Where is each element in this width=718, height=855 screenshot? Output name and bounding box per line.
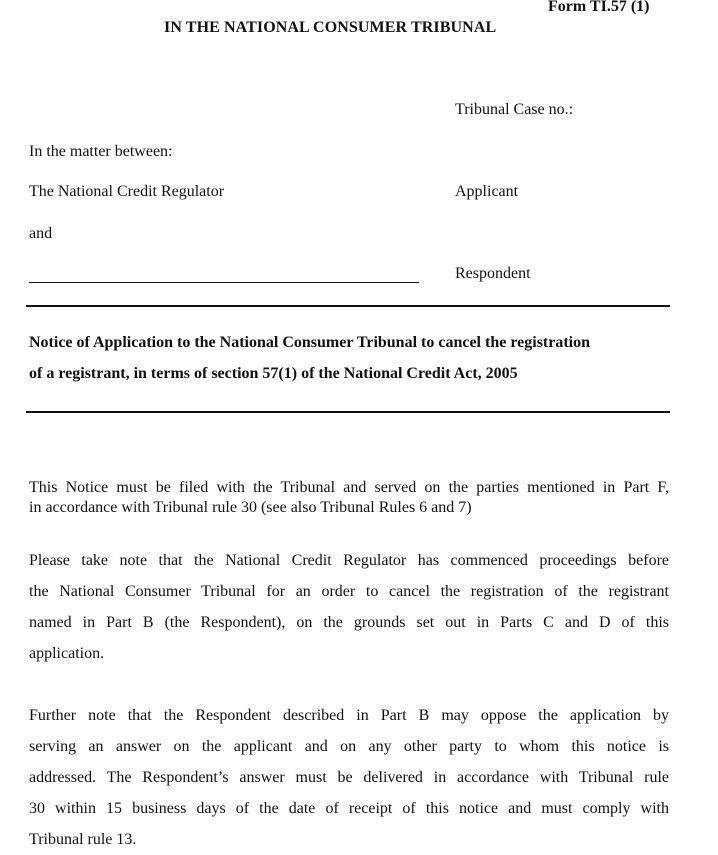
opposition-paragraph — [29, 700, 669, 855]
paragraph-line: Please take note that the National Credit Regulator has commenced proceedings before — [29, 552, 669, 569]
paragraph-line: application. — [29, 645, 105, 662]
paragraph-line: in accordance with Tribunal rule 30 (see also Tribunal Rules 6 and 7) — [29, 499, 472, 516]
paragraph-line: Tribunal rule 13. — [29, 831, 137, 848]
notice-heading-line: Notice of Application to the National Consumer Tribunal to cancel the registration — [29, 334, 591, 351]
heading-bottom-divider — [26, 411, 670, 413]
case-number-label: Tribunal Case no.: — [455, 101, 574, 118]
paragraph-line: Further note that the Respondent described in Part B may oppose the application by — [29, 707, 669, 724]
matter-between-label: In the matter between: — [29, 143, 173, 160]
notice-heading-line: of a registrant, in terms of section 57(1) of the National Credit Act, 2005 — [29, 365, 518, 382]
paragraph-line: This Notice must be filed with the Tribunal and served on the parties mentioned in Part F, — [29, 479, 669, 496]
filing-instruction-paragraph — [29, 478, 669, 518]
and-connector: and — [29, 225, 53, 242]
respondent-name-blank-line — [29, 282, 419, 283]
form-number: Form TI.57 (1) — [548, 0, 650, 15]
paragraph-line: serving an answer on the applicant and on any other party to whom this notice is — [29, 738, 669, 755]
paragraph-line: named in Part B (the Respondent), on the grounds set out in Parts C and D of this — [29, 614, 669, 631]
paragraph-line: addressed. The Respondent’s answer must be delivered in accordance with Tribunal rule — [29, 769, 669, 786]
applicant-role-label: Applicant — [455, 183, 519, 200]
paragraph-line: 30 within 15 business days of the date of receipt of this notice and must comply with — [29, 800, 669, 817]
applicant-name: The National Credit Regulator — [29, 183, 225, 200]
tribunal-title: IN THE NATIONAL CONSUMER TRIBUNAL — [164, 19, 497, 36]
proceedings-paragraph — [29, 545, 669, 669]
heading-top-divider — [26, 305, 670, 307]
respondent-role-label: Respondent — [455, 265, 531, 282]
paragraph-line: the National Consumer Tribunal for an order to cancel the registration of the registrant — [29, 583, 669, 600]
notice-heading — [29, 327, 673, 389]
